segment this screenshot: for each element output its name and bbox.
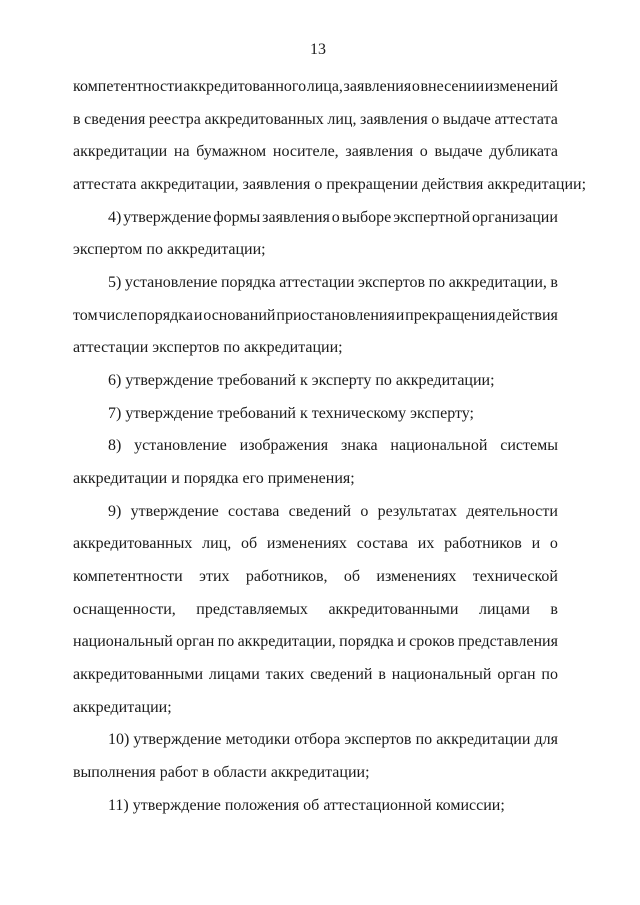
word: лиц, (327, 110, 357, 128)
word: системы (500, 437, 558, 455)
word: заявления (343, 78, 412, 95)
word: порядка (138, 306, 193, 324)
word: действия (496, 306, 558, 324)
word: порядка (339, 633, 394, 651)
word: аккредитованных (73, 535, 193, 553)
word: выдаче (442, 110, 491, 128)
word: и (397, 633, 406, 651)
word: заявления (360, 110, 428, 128)
text-line (73, 202, 558, 235)
text-line: аккредитации и порядка его применения; (73, 470, 355, 488)
word: о (360, 502, 369, 520)
text-line (73, 659, 558, 692)
text-line (73, 594, 558, 627)
word: аккредитованными (328, 600, 459, 618)
text-line (73, 136, 558, 169)
word: результатах (377, 502, 458, 520)
word: сведения (84, 110, 146, 128)
word: формы (213, 208, 261, 226)
word: изображения (239, 437, 329, 455)
page-number: 13 (310, 41, 326, 58)
word: орган (497, 666, 536, 684)
word: изменений (484, 78, 558, 95)
text-line: 11) утверждение положения об аттестационной комиссии; (108, 796, 505, 814)
text-line (73, 528, 558, 561)
word: 10) (108, 731, 130, 749)
word: представления (458, 633, 558, 651)
word: утверждение (130, 502, 219, 520)
word: состава (356, 535, 409, 553)
word: 4) (108, 208, 122, 226)
text-line (73, 724, 558, 757)
word: реестра (148, 110, 201, 128)
word: по (217, 633, 235, 651)
word: выборе (341, 208, 392, 226)
word: прекращения (405, 306, 496, 324)
word: экспертов (357, 274, 426, 292)
word: заявления (262, 208, 330, 226)
word: таких (265, 666, 305, 684)
word: компетентности (73, 78, 183, 95)
word: утверждение (133, 731, 222, 749)
word: лицами (479, 600, 530, 618)
word: деятельности (466, 502, 558, 520)
word: аккредитованными (73, 666, 204, 684)
word: числе (98, 306, 138, 324)
word: о (331, 208, 340, 226)
word: о (419, 143, 428, 161)
word: лица, (306, 78, 343, 95)
word: по (415, 731, 433, 749)
text-line: 7) утверждение требований к техническому эксперту; (108, 404, 474, 422)
word: аккредитации (436, 731, 531, 749)
text-line (73, 561, 558, 594)
word: лицами (208, 666, 260, 684)
text-line: аттестации экспертов по аккредитации; (73, 339, 343, 357)
text-line (73, 267, 558, 300)
word: аккредитованных (204, 110, 324, 128)
word: изменениях (376, 568, 457, 586)
text-line (73, 430, 558, 463)
word: лиц, (202, 535, 232, 553)
word: об (240, 535, 258, 553)
word: аттестата (494, 110, 558, 128)
word: в (550, 600, 558, 618)
text-line: 6) утверждение требований к эксперту по аккредитации; (108, 372, 495, 390)
word: о (431, 110, 440, 128)
text-line (73, 71, 558, 104)
word: и (193, 306, 203, 324)
word: работников, (245, 568, 328, 586)
word: приостановления (276, 306, 395, 324)
text-line (73, 300, 558, 333)
word: методики (225, 731, 291, 749)
word: национальной (390, 437, 488, 455)
word: организации (472, 208, 558, 226)
word: состава (228, 502, 280, 520)
word: 5) (108, 274, 122, 292)
word: в (550, 274, 558, 292)
word: том (73, 306, 98, 324)
word: бумажном (196, 143, 267, 161)
word: представляемых (196, 600, 308, 618)
word: аттестации (279, 274, 355, 292)
word: в (73, 110, 81, 128)
word: 9) (108, 502, 122, 520)
word: сроков (409, 633, 455, 651)
word: этих (199, 568, 230, 586)
word: установление (124, 274, 218, 292)
word: заявления (345, 143, 414, 161)
word: и (395, 306, 405, 324)
text-line: экспертом по аккредитации; (73, 241, 266, 259)
word: внесении (420, 78, 485, 95)
word: орган (176, 633, 215, 651)
word: порядка (220, 274, 276, 292)
word: оснований (203, 306, 276, 324)
word: знака (340, 437, 378, 455)
word: в (378, 666, 386, 684)
word: 8) (108, 437, 122, 455)
word: сведений (288, 502, 352, 520)
word: дубликата (489, 143, 558, 161)
word: и (531, 535, 541, 553)
word: технической (472, 568, 558, 586)
word: утверждение (123, 208, 212, 226)
text-line (73, 626, 558, 659)
word: отбора (294, 731, 341, 749)
word: компетентности (73, 568, 183, 586)
text-line: аккредитации; (73, 698, 172, 716)
word: по (541, 666, 558, 684)
word: работников (444, 535, 522, 553)
word: экспертов (344, 731, 412, 749)
word: носителе, (272, 143, 339, 161)
word: национальный (73, 633, 173, 651)
word: для (534, 731, 558, 749)
word: экспертной (393, 208, 471, 226)
word: изменениях (266, 535, 347, 553)
text-line: выполнения работ в области аккредитации; (73, 764, 370, 782)
word: об (343, 568, 361, 586)
word: выдаче (434, 143, 483, 161)
text-line: аттестата аккредитации, заявления о прекращении действия аккредитации; (73, 176, 587, 194)
word: на (173, 143, 190, 161)
word: аккредитации, (448, 274, 547, 292)
word: по (428, 274, 446, 292)
word: оснащенности, (73, 600, 176, 618)
word: аккредитации, (237, 633, 336, 651)
word: установление (134, 437, 227, 455)
word: национальный (391, 666, 492, 684)
word: аккредитованного (183, 78, 307, 95)
document-body (73, 71, 587, 822)
text-line (73, 496, 558, 529)
word: о (411, 78, 420, 95)
word: о (549, 535, 558, 553)
text-line (73, 104, 558, 137)
word: их (417, 535, 435, 553)
word: сведений (310, 666, 373, 684)
word: аккредитации (73, 143, 168, 161)
